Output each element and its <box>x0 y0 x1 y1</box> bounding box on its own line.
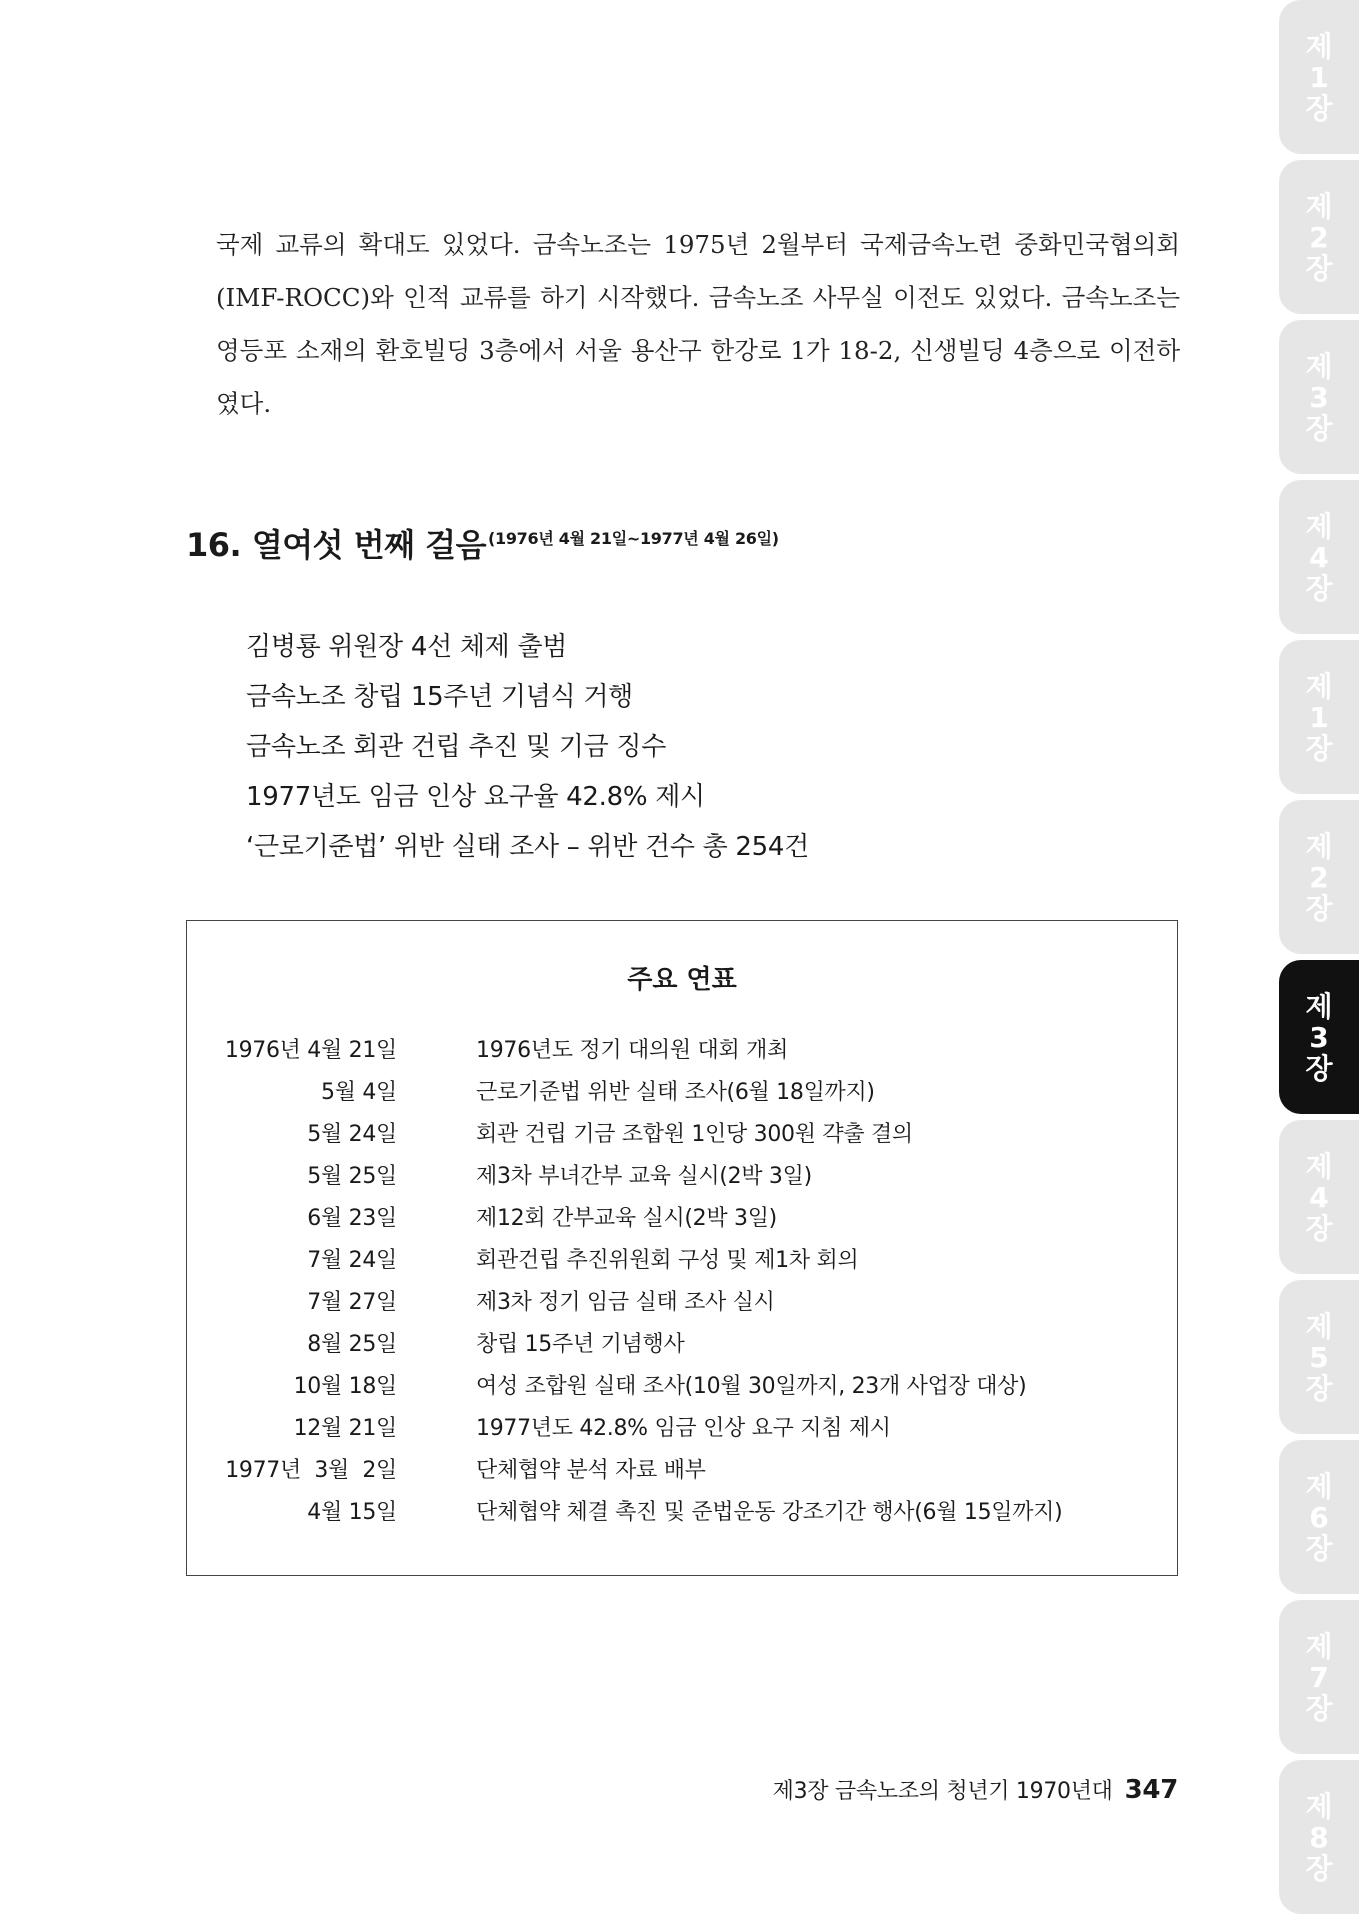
timeline-row <box>187 1243 1177 1285</box>
chapter-tab-label: 장 <box>1305 1051 1333 1085</box>
chapter-tab[interactable] <box>1279 640 1359 794</box>
timeline-date: 10월 18일 <box>293 1374 397 1399</box>
timeline-date: 7월 24일 <box>307 1248 397 1273</box>
chapter-tab-label: 제 <box>1305 1789 1333 1823</box>
chapter-tab-label: 장 <box>1305 1851 1333 1885</box>
timeline-row <box>187 1369 1177 1411</box>
timeline-date: 6월 23일 <box>307 1206 397 1231</box>
timeline-box <box>186 920 1178 1576</box>
section-period: (1976년 4월 21일~1977년 4월 26일) <box>488 529 779 548</box>
chapter-tab[interactable] <box>1279 960 1359 1114</box>
summary-item: 김병룡 위원장 4선 체제 출범 <box>246 632 568 662</box>
section-summary-list <box>246 622 809 872</box>
chapter-tab-label: 7 <box>1309 1660 1329 1694</box>
page-number: 347 <box>1124 1775 1178 1805</box>
chapter-tab[interactable] <box>1279 480 1359 634</box>
chapter-tab[interactable] <box>1279 1760 1359 1914</box>
chapter-tab-label: 1 <box>1309 700 1329 734</box>
timeline-row <box>187 1285 1177 1327</box>
chapter-tab-label: 장 <box>1305 1211 1333 1245</box>
chapter-tab-label: 장 <box>1305 1371 1333 1405</box>
chapter-tab-label: 4 <box>1309 540 1329 574</box>
timeline-event: 회관 건립 기금 조합원 1인당 300원 갹출 결의 <box>476 1122 913 1147</box>
section-heading <box>186 520 779 566</box>
chapter-tab-label: 제 <box>1305 349 1333 383</box>
chapter-tab-label: 제 <box>1305 509 1333 543</box>
timeline-row <box>187 1495 1177 1537</box>
timeline-date: 8월 25일 <box>307 1332 397 1357</box>
chapter-tab-label: 8 <box>1309 1820 1329 1854</box>
chapter-tab-label: 제 <box>1305 1309 1333 1343</box>
summary-item: 1977년도 임금 인상 요구율 42.8% 제시 <box>246 782 705 812</box>
chapter-tab[interactable] <box>1279 160 1359 314</box>
timeline-row <box>187 1327 1177 1369</box>
timeline-row <box>187 1075 1177 1117</box>
timeline-date: 5월 4일 <box>321 1080 397 1105</box>
intro-text: 국제 교류의 확대도 있었다. 금속노조는 1975년 2월부터 국제금속노련 중화민국협의회(IMF-ROCC)와 인적 교류를 하기 시작했다. 금속노조 사무실 이전도 있었다. 금속노조는 영등포 소재의 환호빌딩 3층에서 서울 용산구 한강로 1가 18-2, 신생빌딩 4층으로 이전하였다. <box>216 230 1180 418</box>
chapter-tab-label: 2 <box>1309 220 1329 254</box>
chapter-tab[interactable] <box>1279 0 1359 154</box>
chapter-tab-label: 제 <box>1305 669 1333 703</box>
timeline-event: 단체협약 체결 촉진 및 준법운동 강조기간 행사(6월 15일까지) <box>476 1500 1063 1525</box>
chapter-tab-label: 5 <box>1309 1340 1329 1374</box>
timeline-date: 5월 24일 <box>307 1122 397 1147</box>
page-footer <box>773 1774 1178 1805</box>
chapter-tab-label: 1 <box>1309 60 1329 94</box>
timeline-row <box>187 1411 1177 1453</box>
timeline-event: 제3차 정기 임금 실태 조사 실시 <box>476 1290 775 1315</box>
chapter-tab[interactable] <box>1279 1600 1359 1754</box>
chapter-tab-label: 제 <box>1305 1629 1333 1663</box>
timeline-event: 회관건립 추진위원회 구성 및 제1차 회의 <box>476 1248 859 1273</box>
chapter-tab-label: 장 <box>1305 91 1333 125</box>
chapter-tab-label: 장 <box>1305 1691 1333 1725</box>
timeline-event: 제3차 부녀간부 교육 실시(2박 3일) <box>476 1164 812 1189</box>
timeline-row <box>187 1453 1177 1495</box>
chapter-tab-label: 장 <box>1305 251 1333 285</box>
chapter-tab-label: 4 <box>1309 1180 1329 1214</box>
intro-paragraph <box>186 218 1180 430</box>
running-title: 제3장 금속노조의 청년기 1970년대 <box>772 1779 1113 1804</box>
chapter-tab-label: 제 <box>1305 1469 1333 1503</box>
summary-item: ‘근로기준법’ 위반 실태 조사 – 위반 건수 총 254건 <box>246 832 809 862</box>
timeline-date: 1976년 4월 21일 <box>224 1038 397 1063</box>
chapter-tab[interactable] <box>1279 1440 1359 1594</box>
timeline-event: 1976년도 정기 대의원 대회 개최 <box>476 1038 789 1063</box>
timeline-row <box>187 1159 1177 1201</box>
chapter-tabs <box>1279 0 1359 1920</box>
timeline-event: 근로기준법 위반 실태 조사(6월 18일까지) <box>476 1080 875 1105</box>
timeline-row <box>187 1033 1177 1075</box>
chapter-tab-label: 3 <box>1309 1020 1329 1054</box>
chapter-tab-label: 장 <box>1305 571 1333 605</box>
chapter-tab-label: 제 <box>1305 189 1333 223</box>
timeline-date: 12월 21일 <box>293 1416 397 1441</box>
timeline-title: 주요 연표 <box>627 965 737 995</box>
chapter-tab[interactable] <box>1279 320 1359 474</box>
timeline-event: 여성 조합원 실태 조사(10월 30일까지, 23개 사업장 대상) <box>476 1374 1027 1399</box>
timeline-event: 제12회 간부교육 실시(2박 3일) <box>476 1206 777 1231</box>
timeline-date: 5월 25일 <box>307 1164 397 1189</box>
chapter-tab-label: 장 <box>1305 731 1333 765</box>
timeline-date: 7월 27일 <box>307 1290 397 1315</box>
summary-item: 금속노조 창립 15주년 기념식 거행 <box>246 682 633 712</box>
chapter-tab-label: 제 <box>1305 829 1333 863</box>
timeline-rows <box>187 1033 1177 1537</box>
section-title: 16. 열여섯 번째 걸음 <box>186 526 486 564</box>
chapter-tab-label: 제 <box>1305 989 1333 1023</box>
chapter-tab-label: 3 <box>1309 380 1329 414</box>
chapter-tab-label: 장 <box>1305 891 1333 925</box>
chapter-tab[interactable] <box>1279 800 1359 954</box>
chapter-tab-label: 2 <box>1309 860 1329 894</box>
chapter-tab-label: 장 <box>1305 411 1333 445</box>
timeline-row <box>187 1201 1177 1243</box>
chapter-tab[interactable] <box>1279 1280 1359 1434</box>
summary-item: 금속노조 회관 건립 추진 및 기금 징수 <box>246 732 667 762</box>
timeline-event: 창립 15주년 기념행사 <box>476 1332 685 1357</box>
chapter-tab[interactable] <box>1279 1120 1359 1274</box>
chapter-tab-label: 6 <box>1309 1500 1329 1534</box>
chapter-tab-label: 제 <box>1305 1149 1333 1183</box>
timeline-date: 4월 15일 <box>307 1500 397 1525</box>
timeline-date: 1977년 3월 2일 <box>225 1458 397 1483</box>
timeline-event: 1977년도 42.8% 임금 인상 요구 지침 제시 <box>476 1416 891 1441</box>
chapter-tab-label: 장 <box>1305 1531 1333 1565</box>
timeline-row <box>187 1117 1177 1159</box>
timeline-event: 단체협약 분석 자료 배부 <box>476 1458 706 1483</box>
chapter-tab-label: 제 <box>1305 29 1333 63</box>
